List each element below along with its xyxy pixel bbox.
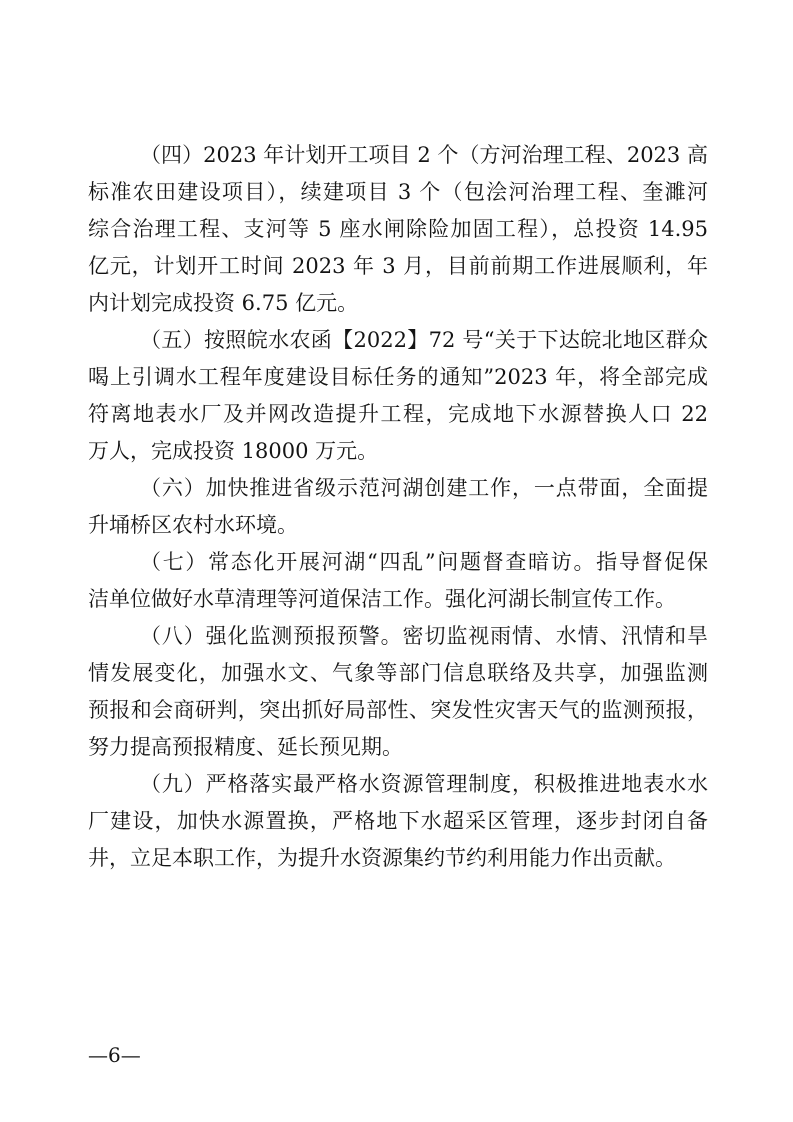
paragraph-line: 预报和会商研判，突出抓好局部性、突发性灾害天气的监测预报， [88,698,708,722]
paragraph-line: 喝上引调水工程年度建设目标任务的通知”2023 年，将全部完成 [88,365,708,389]
paragraph-line: 情发展变化，加强水文、气象等部门信息联络及共享，加强监测 [88,661,708,685]
paragraph-item-8 [88,618,708,766]
paragraph-line: 标准农田建设项目），续建项目 3 个（包浍河治理工程、奎濉河 [88,180,708,204]
paragraph-line: 升埇桥区农村水环境。 [88,513,298,537]
paragraph-item-6 [88,470,708,544]
document-body [88,137,708,877]
paragraph-item-7 [88,544,708,618]
paragraph-line: （四）2023 年计划开工项目 2 个（方河治理工程、2023 高 [140,143,708,167]
paragraph-line: （六）加快推进省级示范河湖创建工作，一点带面，全面提 [140,476,708,500]
paragraph-item-5 [88,322,708,470]
paragraph-line: 亿元，计划开工时间 2023 年 3 月，目前前期工作进展顺利，年 [88,254,708,278]
paragraph-line: （七）常态化开展河湖“四乱”问题督查暗访。指导督促保 [140,550,708,574]
paragraph-line: 努力提高预报精度、延长预见期。 [88,735,403,759]
paragraph-line: 洁单位做好水草清理等河道保洁工作。强化河湖长制宣传工作。 [88,587,676,611]
paragraph-line: （五）按照皖水农函【2022】72 号“关于下达皖北地区群众 [140,328,708,352]
paragraph-line: 内计划完成投资 6.75 亿元。 [88,291,359,315]
paragraph-item-9 [88,766,708,877]
paragraph-line: （八）强化监测预报预警。密切监视雨情、水情、汛情和旱 [140,624,708,648]
paragraph-line: 符离地表水厂及并网改造提升工程，完成地下水源替换人口 22 [88,402,708,426]
paragraph-item-4 [88,137,708,322]
page-number: —6— [88,1043,141,1067]
paragraph-line: 万人，完成投资 18000 万元。 [88,439,379,463]
paragraph-line: 井，立足本职工作，为提升水资源集约节约利用能力作出贡献。 [88,846,676,870]
paragraph-line: 厂建设，加快水源置换，严格地下水超采区管理，逐步封闭自备 [88,809,708,833]
paragraph-line: （九）严格落实最严格水资源管理制度，积极推进地表水水 [140,772,708,796]
paragraph-line: 综合治理工程、支河等 5 座水闸除险加固工程），总投资 14.95 [88,217,708,241]
